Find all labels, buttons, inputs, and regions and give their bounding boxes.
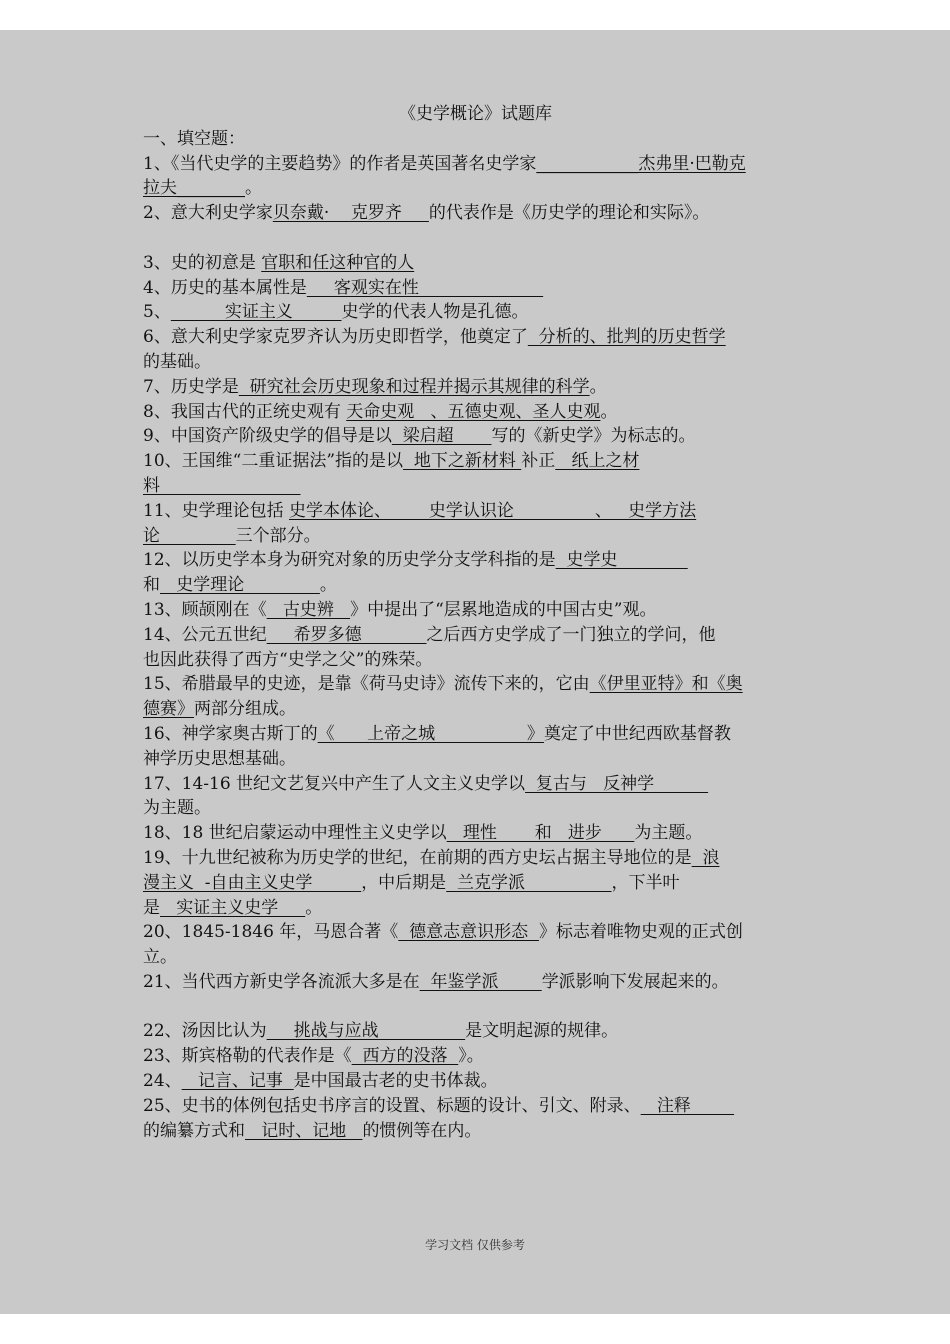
answer-blank: 漫主义 -自由主义史学 [143,872,362,893]
answer-blank: 记时、记地 [245,1120,363,1141]
answer-blank: 复古与 反神学 [525,773,709,794]
question-25: 25、史书的体例包括史书序言的设置、标题的设计、引文、附录、 注释 [143,1095,735,1116]
question-1-cont: 拉夫________。 [143,178,262,199]
answer-blank: 分析的、批判的历史哲学 [527,327,726,348]
answer-blank: 挑战与应战 [266,1021,466,1042]
section-heading: 一、填空题： [143,128,245,149]
answer-blank: ____________杰弗里·巴勒克 [536,153,746,174]
question-20: 20、1845-1846 年，马恩合著《 德意志意识形态 》标志着唯物史观的正式创 [143,922,743,943]
answer-blank: 实证主义史学 [160,897,306,918]
question-9: 9、中国资产阶级史学的倡导是以 梁启超 写的《新史学》为标志的。 [143,426,696,447]
question-21: 21、当代西方新史学各流派大多是在 年鉴学派 学派影响下发展起来的。 [143,971,729,992]
question-25-cont: 的编纂方式和 记时、记地 的惯例等在内。 [143,1120,482,1141]
answer-blank: 希罗多德 [266,624,427,645]
answer-blank: 理性 和 进步 [446,823,635,844]
answer-blank: 官职和任这种官的人 [261,252,415,273]
answer-blank: 研究社会历史现象和过程并揭示其规律的科学 [238,376,590,397]
question-2: 2、意大利史学家贝奈戴· 克罗齐 的代表作是《历史学的理论和实际》。 [143,203,710,224]
answer-blank: 天命史观 、五德史观、圣人史观 [346,401,601,422]
question-10-cont [143,474,808,499]
question-17: 17、14-16 世纪文艺复兴中产生了人文主义史学以 复古与 反神学 [143,773,709,794]
answer-blank: 史学理论 [160,575,320,596]
question-6-cont: 的基础。 [143,351,211,372]
question-13: 13、顾颉刚在《 古史辨 》中提出了“层累地造成的中国古史”观。 [143,599,657,620]
question-20-cont: 立。 [143,947,177,968]
answer-blank: 德意志意识形态 [398,922,539,943]
answer-blank: 史学本体论、 史学认识论 、 史学方法 [289,500,697,521]
answer-blank: 年鉴学派 [419,971,542,992]
spacer [143,995,808,1020]
question-16-cont: 神学历史思想基础。 [143,748,296,769]
answer-blank: 浪 [691,847,720,868]
answer-blank: 西方的没落 [351,1046,459,1067]
answer-blank: 梁启超 [391,426,492,447]
answer-blank: 料 [143,475,301,496]
answer-blank: 地下之新材料 [403,451,522,472]
question-16: 16、神学家奥古斯丁的《 上帝之城 》奠定了中世纪西欧基督教 [143,723,731,744]
question-14: 14、公元五世纪 希罗多德 之后西方史学成了一门独立的学问，他 [143,624,716,645]
document-title: 《史学概论》试题库 [399,104,552,124]
question-22: 22、汤因比认为 挑战与应战 是文明起源的规律。 [143,1021,619,1042]
question-23: 23、斯宾格勒的代表作是《 西方的没落 》。 [143,1046,484,1067]
answer-blank: 古史辨 [266,599,351,620]
answer-blank: 记言、记事 [181,1071,294,1092]
answer-blank: 《 上帝之城 》 [317,723,544,744]
answer-blank: 贝奈戴· 克罗齐 [272,203,429,224]
question-12-cont: 和 史学理论 。 [143,575,337,596]
question-14-cont: 也因此获得了西方“史学之父”的殊荣。 [143,649,433,670]
question-4: 4、历史的基本属性是 客观实在性 [143,277,544,298]
question-10: 10、王国维“二重证据法”指的是以 地下之新材料 补正 纸上之材 [143,451,640,472]
question-19-cont2: 是 实证主义史学 。 [143,897,323,918]
question-6: 6、意大利史学家克罗齐认为历史即哲学，他奠定了 分析的、批判的历史哲学 [143,327,726,348]
answer-blank: 实证主义 [170,302,342,323]
document-page [0,30,950,1314]
answer-blank: 论 [143,525,236,546]
answer-blank: 《伊里亚特》和《奥 [589,674,743,695]
page-footer: 学习文档 仅供参考 [425,1238,525,1252]
question-11-cont: 论 三个部分。 [143,525,321,546]
question-24: 24、 记言、记事 是中国最古老的史书体裁。 [143,1071,498,1092]
answer-blank: 兰克学派 [446,872,612,893]
answer-blank: 德赛》 [143,699,194,720]
answer-blank: 拉夫________ [143,178,245,199]
question-19: 19、十九世纪被称为历史学的世纪，在前期的西方史坛占据主导地位的是 浪 [143,847,720,868]
answer-blank: 纸上之材 [555,451,640,472]
question-1: 1、《当代史学的主要趋势》的作者是英国著名史学家____________杰弗里·巴勒克 [143,153,746,174]
question-15: 15、希腊最早的史迹，是靠《荷马史诗》流传下来的，它由《伊里亚特》和《奥 [143,674,743,695]
question-15-cont: 德赛》两部分组成。 [143,699,296,720]
question-3: 3、史的初意是 官职和任这种官的人 [143,252,415,273]
question-18: 18、18 世纪启蒙运动中理性主义史学以 理性 和 进步 为主题。 [143,823,703,844]
answer-blank: 注释 [640,1095,735,1116]
spacer [143,226,808,251]
question-8: 8、我国古代的正统史观有 天命史观 、五德史观、圣人史观。 [143,401,618,422]
question-19-cont: 漫主义 -自由主义史学 ，中后期是 兰克学派 ，下半叶 [143,872,680,893]
answer-blank: 史学史 [555,550,688,571]
question-12: 12、以历史学本身为研究对象的历史学分支学科指的是 史学史 [143,550,688,571]
document-content [143,102,808,1143]
answer-blank: 客观实在性 [306,277,544,298]
question-17-cont: 为主题。 [143,798,211,819]
question-11: 11、史学理论包括 史学本体论、 史学认识论 、 史学方法 [143,500,697,521]
question-5: 5、 实证主义 史学的代表人物是孔德。 [143,302,529,323]
question-7: 7、历史学是 研究社会历史现象和过程并揭示其规律的科学。 [143,376,607,397]
